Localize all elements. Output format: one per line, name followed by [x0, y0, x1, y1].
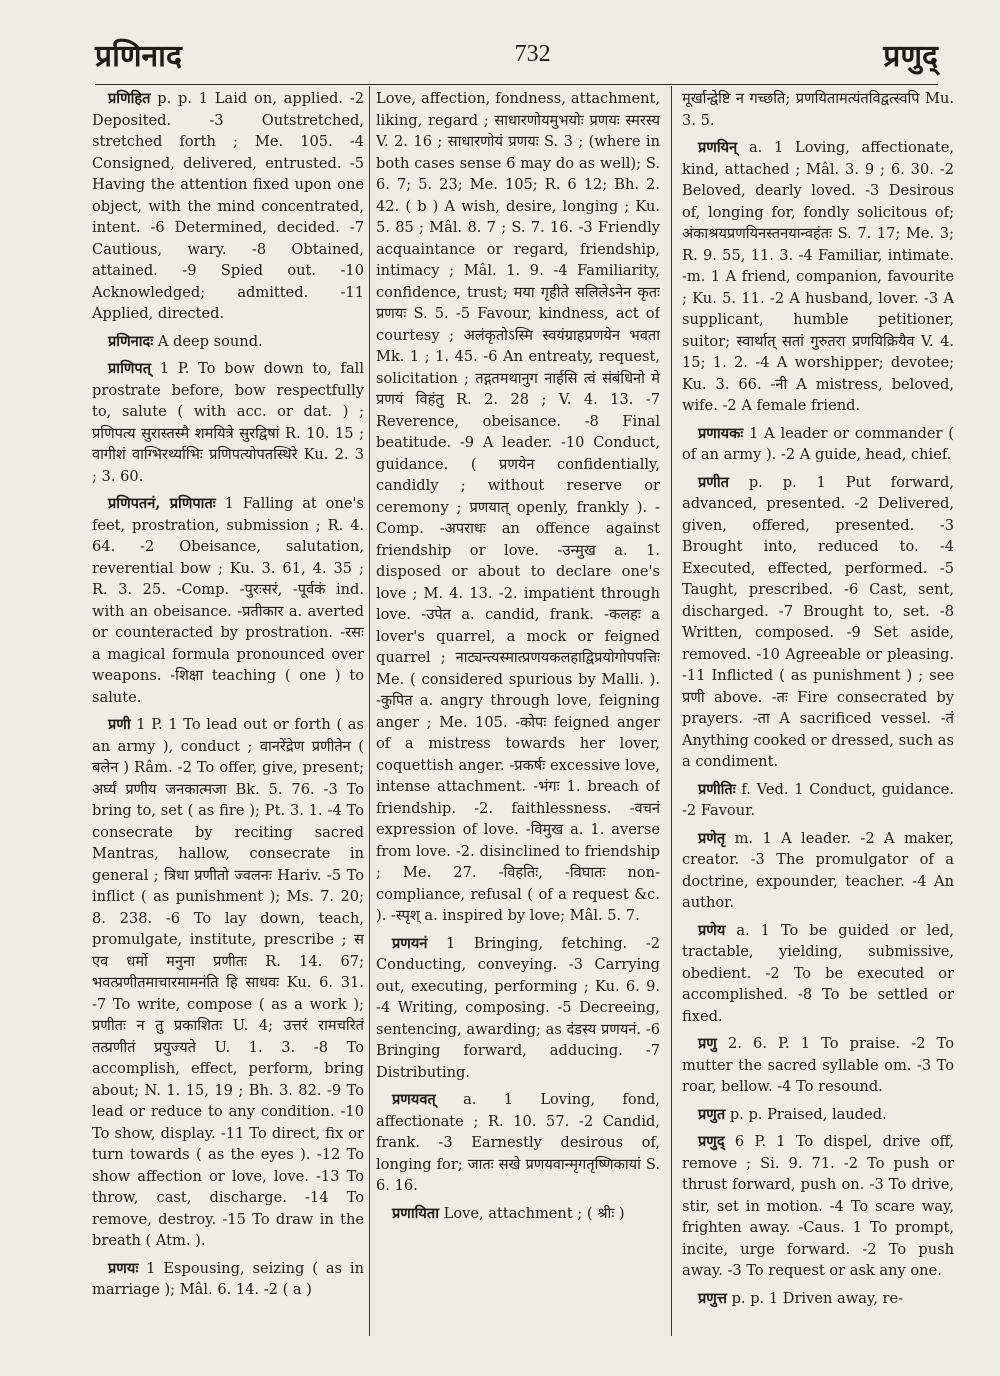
entry-body: p. p. Praised, lauded. [725, 1105, 887, 1123]
right-running-headword: प्रणुद् [883, 38, 938, 74]
entry-headword: प्रणेय [698, 921, 726, 939]
dictionary-entry [376, 1089, 660, 1197]
entry-body: p. p. 1 Put forward, advanced, presented. -2 Delivered, given, offered, presented. -3 Brought into, reduced to. -4 Executed, effected, performed. -5 Taught, prescribed. -6 Cast, sent, discharged. -7 Brought to, set. -8 Written, composed. -9 Set aside, removed. -10 Agreeable or pleasing. -11 Inflicted ( as punishment ) ; see प्रणी above. -तः Fire consecrated by prayers. -ता A sacrificed vessel. -तं Anything cooked or dressed, such as a condiment. [682, 473, 954, 770]
entry-headword: प्रणिहित [108, 90, 151, 107]
dictionary-entry [682, 88, 954, 131]
dictionary-entry [92, 493, 364, 708]
entry-body: 1 P. To bow down to, fall prostrate before, bow respectfully to, salute ( with acc. or dat. ) ; प्रणिपत्य सुरास्तस्मै शमयित्रे सुरद्विषां R. 10. 15 ; वागीशं वाग्भिरर्थ्याभिः प्रणिपत्योपतस्थिरे Ku. 2. 3 ; 3. 60. [92, 360, 364, 485]
entry-headword: प्रणुत्त [698, 1289, 727, 1307]
column-2 [376, 88, 660, 1336]
entry-headword: प्रणयवत् [392, 1091, 436, 1108]
entry-headword: प्रणायकः [698, 424, 744, 442]
entry-headword: प्रणायिता [392, 1204, 439, 1222]
entry-body: A deep sound. [153, 332, 263, 350]
dictionary-entry [92, 358, 364, 487]
dictionary-entry [376, 88, 660, 927]
entry-headword: प्रणेतृ [698, 829, 726, 847]
entry-body: Love, affection, fondness, attachment, liking, regard ; साधारणोयमुभयोः प्रणयः स्मरस्य V. 2. 16 ; साधारणोयं प्रणयः S. 3 ; (where in both cases sense 6 may do as well); S. 6. 7; 5. 23; Me. 105; R. 6 12; Bh. 2. 42. ( b ) A wish, desire, longing ; Ku. 5. 85 ; Mâl. 8. 7 ; S. 7. 16. -3 Friendly acquaintance or regard, friendship, intimacy ; Mâl. 1. 9. -4 Familiarity, confidence, trust; मया गृहीते सलिलेऽनेन कृतः प्रणयः S. 5. -5 Favour, kindness, act of courtesy ; अलंकृतोऽस्मि स्वयंग्राहप्रणयेन भवता Mk. 1 ; 1. 45. -6 An entreaty, request, solicitation ; तद्गतमथानुग नार्हसि त्वं संबंधिनो मे प्रणयं विहंतु R. 2. 28 ; V. 4. 13. -7 Reverence, obeisance. -8 Final beatitude. -9 A leader. -10 Conduct, guidance. ( प्रणयेन confidentially, candidly ; without reserve or ceremony ; प्रणयात् openly, frankly ). -Comp. -अपराधः an offence against friendship or love. -उन्मुख a. 1. disposed or about to declare one's love ; M. 4. 13. -2. impatient through love. -उपेत a. candid, frank. -कलहः a lover's quarrel, a mock or feigned quarrel ; नाट्यन्त्यस्मात्प्रणयकलहाद्विप्रयोगोपपत्तिः Me. ( considered spurious by Malli. ). -कुपित a. angry through love, feigning anger ; Me. 105. -कोपः feigned anger of a mistress towards her lover, coquettish anger. -प्रकर्षः excessive love, intense attachment. -भंगः 1. breach of friendship. -2. faithlessness. -वचनं expression of love. -विमुख a. 1. averse from love. -2. disinclined to friendship ; Me. 27. -विहतिः, -विघातः non-compliance, refusal ( of a request &c. ). -स्पृश् a. inspired by love; Mâl. 5. 7. [376, 90, 660, 924]
entry-headword: प्रणयनं [392, 934, 428, 952]
dictionary-entry [682, 828, 954, 914]
dictionary-entry [92, 88, 364, 325]
page-header [95, 30, 938, 78]
entry-headword: प्रणीतिः [698, 780, 736, 798]
entry-headword: प्राणिपत् [108, 360, 152, 377]
page-number: 732 [514, 40, 551, 67]
dictionary-entry [682, 1033, 954, 1098]
entry-headword: प्रणी [108, 716, 131, 733]
entry-headword: प्रणु [698, 1035, 717, 1052]
header-rule [95, 84, 938, 85]
entry-headword: प्रणयिन् [698, 139, 738, 156]
entry-headword: प्रणिनादः [108, 332, 154, 350]
entry-body: f. Ved. 1 Conduct, guidance. -2 Favour. [682, 780, 954, 819]
entry-body: 2. 6. P. 1 To praise. -2 To mutter the sacred syllable om. -3 To roar, bellow. -4 To resound. [682, 1035, 954, 1095]
entry-body: Love, attachment ; ( श्रीः ) [438, 1204, 625, 1222]
dictionary-entry [682, 1288, 954, 1310]
column-divider [369, 86, 370, 1336]
entry-body: मूर्खान्द्वेष्टि न गच्छति; प्रणयितामत्यंतविद्वत्स्वपि Mu. 3. 5. [682, 90, 954, 129]
dictionary-entry [682, 423, 954, 466]
entry-headword: प्रणुत [698, 1105, 726, 1123]
dictionary-entry [682, 779, 954, 822]
dictionary-entry [682, 137, 954, 417]
dictionary-entry [682, 1131, 954, 1282]
column-divider [671, 86, 672, 1336]
dictionary-entry [682, 472, 954, 773]
entry-body: 1 Falling at one's feet, prostration, submission ; R. 4. 64. -2 Obeisance, salutation, reverential bow ; Ku. 3. 61, 4. 35 ; R. 3. 25. -Comp. -पुरःसरं, -पूर्वकं ind. with an obeisance. -प्रतीकार a. averted or counteracted by prostration. -रसः a magical formula pronounced over weapons. -शिक्षा teaching ( one ) to salute. [92, 495, 364, 706]
dictionary-entry [92, 1258, 364, 1301]
entry-body: 1 Bringing, fetching. -2 Conducting, conveying. -3 Carrying out, executing, performing ; Ku. 6. 9. -4 Writing, composing. -5 Decreeing, sentencing, awarding; as दंडस्य प्रणयनं. -6 Bringing forward, adducing. -7 Distributing. [376, 934, 660, 1081]
entry-body: 6 P. 1 To dispel, drive off, remove ; Si. 9. 71. -2 To push or thrust forward, push on. -3 To drive, stir, set in motion. -4 To scare way, frighten away. -Caus. 1 To prompt, incite, urge forward. -2 To push away. -3 To request or ask any one. [682, 1133, 954, 1279]
entry-body: p. p. 1 Laid on, applied. -2 Deposited. -3 Outstretched, stretched forth ; Me. 105. -4 Consigned, delivered, entrusted. -5 Having the attention fixed upon one object, with the mind concentrated, intent. -6 Determined, decided. -7 Cautious, wary. -8 Obtained, attained. -9 Spied out. -10 Acknowledged; admitted. -11 Applied, directed. [92, 90, 364, 322]
dictionary-entry [92, 331, 364, 353]
entry-headword: प्रणीत [698, 473, 729, 491]
column-3 [682, 88, 954, 1336]
entry-body: a. 1 To be guided or led, tractable, yielding, submissive, obedient. -2 To be executed or accomplished. -8 To be settled or fixed. [682, 921, 954, 1025]
dictionary-entry [92, 714, 364, 1252]
dictionary-entry [682, 920, 954, 1028]
entry-body: 1 Espousing, seizing ( as in marriage ); Mâl. 6. 14. -2 ( a ) [92, 1259, 364, 1298]
entry-body: p. p. 1 Driven away, re- [726, 1289, 904, 1307]
entry-headword: प्रणयः [108, 1259, 139, 1277]
entry-body: a. 1 Loving, fond, affectionate ; R. 10. 57. -2 Candid, frank. -3 Earnestly desirous of, longing for; जातः सखे प्रणयवान्मृगतृष्णिकायां S. 6. 16. [376, 1091, 660, 1194]
dictionary-entry [376, 933, 660, 1084]
column-1 [92, 88, 364, 1336]
entry-headword: प्रणिपतनं, प्रणिपातः [108, 495, 216, 512]
entry-body: a. 1 Loving, affectionate, kind, attached ; Mâl. 3. 9 ; 6. 30. -2 Beloved, dearly loved. -3 Desirous of, longing for, fondly solicitous of; अंकाश्रयप्रणयिनस्तनयान्वहंतः S. 7. 17; Me. 3; R. 9. 55, 11. 3. -4 Familiar, intimate. -m. 1 A friend, companion, favourite ; Ku. 5. 11. -2 A husband, lover. -3 A supplicant, humble petitioner, suitor; स्वार्थात् सतां गुरुतरा प्रणयिक्रियैव V. 4. 15; 1. 2. -4 A worshipper; devotee; Ku. 3. 66. -नी A mistress, beloved, wife. -2 A female friend. [682, 139, 954, 414]
entry-headword: प्रणुद् [698, 1133, 725, 1150]
entry-body: m. 1 A leader. -2 A maker, creator. -3 The promulgator of a doctrine, expounder, teacher. -4 An author. [682, 829, 954, 911]
left-running-headword: प्रणिनाद [95, 38, 182, 74]
dictionary-entry [376, 1203, 660, 1225]
entry-body: 1 P. 1 To lead out or forth ( as an army ), conduct ; वानरेंद्रेण प्रणीतेन ( बलेन ) Râm. -2 To offer, give, present; अर्घ्यं प्रणीय जनकात्मजा Bk. 5. 76. -3 To bring to, set ( as fire ); Pt. 3. 1. -4 To consecrate by reciting sacred Mantras, hallow, consecrate in general ; त्रिधा प्रणीतो ज्वलनः Hariv. -5 To inflict ( as punishment ); Ms. 7. 20; 8. 238. -6 To lay down, teach, promulgate, institute, prescribe ; स एव धर्मो मनुना प्रणीतः R. 14. 67; भवत्प्रणीतमाचारमामनंति हि साधवः Ku. 6. 31. -7 To write, compose ( as a work ); प्रणीतः न तु प्रकाशितः U. 4; उत्तरं रामचरितं तत्प्रणीतं प्रयुज्यते U. 1. 3. -8 To accomplish, effect, perform, bring about; N. 1. 15, 19 ; Bh. 3. 82. -9 To lead or reduce to any condition. -10 To show, display. -11 To direct, fix or turn towards ( as the eyes ). -12 To show affection or love, love. -13 To throw, cast, discharge. -14 To remove, destroy. -15 To draw in the breath ( Atm. ). [92, 716, 364, 1249]
dictionary-entry [682, 1104, 954, 1126]
entry-body: 1 A leader or commander ( of an army ). -2 A guide, head, chief. [682, 424, 954, 463]
